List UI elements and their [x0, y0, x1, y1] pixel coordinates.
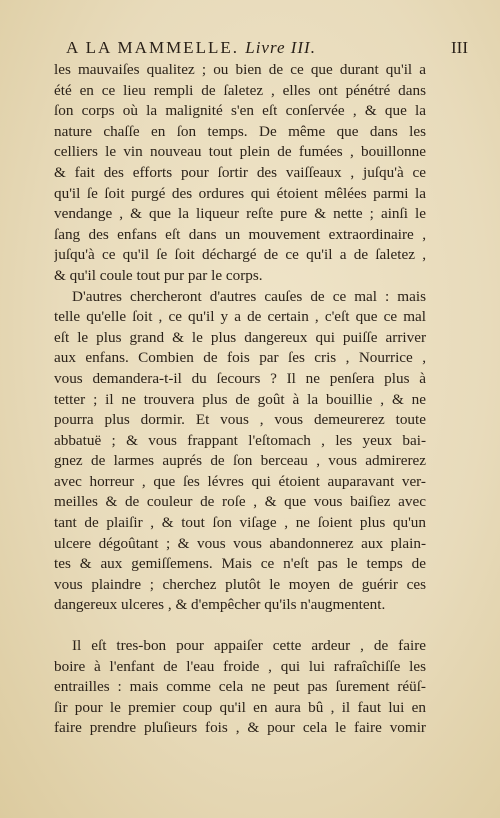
page-number: III	[451, 38, 468, 57]
running-title	[66, 38, 316, 58]
page-header	[58, 38, 468, 62]
running-title-book: Livre III.	[245, 38, 316, 57]
text-line: ſang des enfans eſt dans un mouvement extraordinaire ,	[54, 225, 426, 243]
text-line: ſon corps où la malignité s'en eſt conſervée , & que la	[54, 102, 426, 120]
text-line: gnez de larmes auprés de ſon berceau , vous admirerez	[54, 452, 426, 470]
text-line: telle qu'elle ſoit , ce qu'il y a de certain , c'eſt que ce mal	[54, 308, 426, 326]
running-title-text: A LA MAMMELLE.	[66, 38, 239, 57]
text-line: qu'il ſe ſoit purgé des ordures qui étoient mêlées parmi la	[54, 184, 426, 202]
paragraph	[54, 636, 426, 739]
text-line: tant de plaiſir , & tout ſon viſage , ne ſoient plus qu'un	[54, 514, 426, 532]
text-line: juſqu'à ce qu'il ſe ſoit déchargé de ce qu'il a de ſaletez ,	[54, 246, 426, 264]
paragraph	[54, 287, 426, 617]
text-line: ulcere dégoûtant ; & vous vous abandonnerez aux plain-	[54, 534, 426, 552]
text-line: été en ce lieu rempli de ſaletez , elles ont pénétré dans	[54, 81, 426, 99]
text-line: nature chaſſe en ſon temps. De même que dans les	[54, 122, 426, 140]
text-line: tetter ; il ne trouvera plus de goût à la bouillie , & ne	[54, 390, 426, 408]
text-line: vous demandera-t-il du ſecours ? Il ne penſera plus à	[54, 369, 426, 387]
text-line: & qu'il coule tout pur par le corps.	[54, 266, 263, 284]
text-line: & fait des efforts pour ſortir des vaiſſeaux , juſqu'à ce	[54, 163, 426, 181]
text-line: eſt le plus grand & le plus dangereux qui puiſſe arriver	[54, 328, 426, 346]
body-text	[54, 60, 426, 739]
text-line: meilles & de couleur de roſe , & que vous baiſiez avec	[54, 493, 426, 511]
text-line: pourra plus dormir. Et vous , vous demeurerez toute	[54, 411, 426, 429]
text-line: dangereux ulceres , & d'empêcher qu'ils n'augmentent.	[54, 596, 386, 614]
text-line: abbatuë ; & vous frappant l'eſtomach , les yeux bai-	[54, 431, 426, 449]
text-line: avec horreur , que ſes lévres qui étoient auparavant ver-	[54, 472, 426, 490]
paragraph-gap	[54, 616, 426, 636]
paragraph	[54, 60, 426, 287]
text-line: vous plaindre ; cherchez plutôt le moyen de guérir ces	[54, 575, 426, 593]
text-line: tes & aux gemiſſemens. Mais ce n'eſt pas le temps de	[54, 555, 426, 573]
text-line: boire à l'enfant de l'eau froide , qui lui rafraîchiſſe les	[54, 657, 426, 675]
text-line: vendange , & que la liqueur reſte pure & nette ; ainſi le	[54, 205, 426, 223]
text-line: ſir pour le premier coup qu'il en aura bû , il faut lui en	[54, 698, 426, 716]
text-line: les mauvaiſes qualitez ; ou bien de ce que durant qu'il a	[54, 61, 426, 78]
text-line: Il eſt tres-bon pour appaiſer cette ardeur , de faire	[72, 637, 426, 655]
text-line: entrailles : mais comme cela ne peut pas ſurement réüſ-	[54, 678, 426, 696]
text-line: D'autres chercheront d'autres cauſes de ce mal : mais	[72, 287, 426, 305]
text-line: aux enfans. Combien de fois par ſes cris , Nourrice ,	[54, 349, 426, 367]
text-line: faire prendre pluſieurs fois , & pour cela le faire vomir	[54, 719, 426, 737]
text-line: celliers le vin nouveau tout plein de fumées , bouillonne	[54, 143, 426, 161]
